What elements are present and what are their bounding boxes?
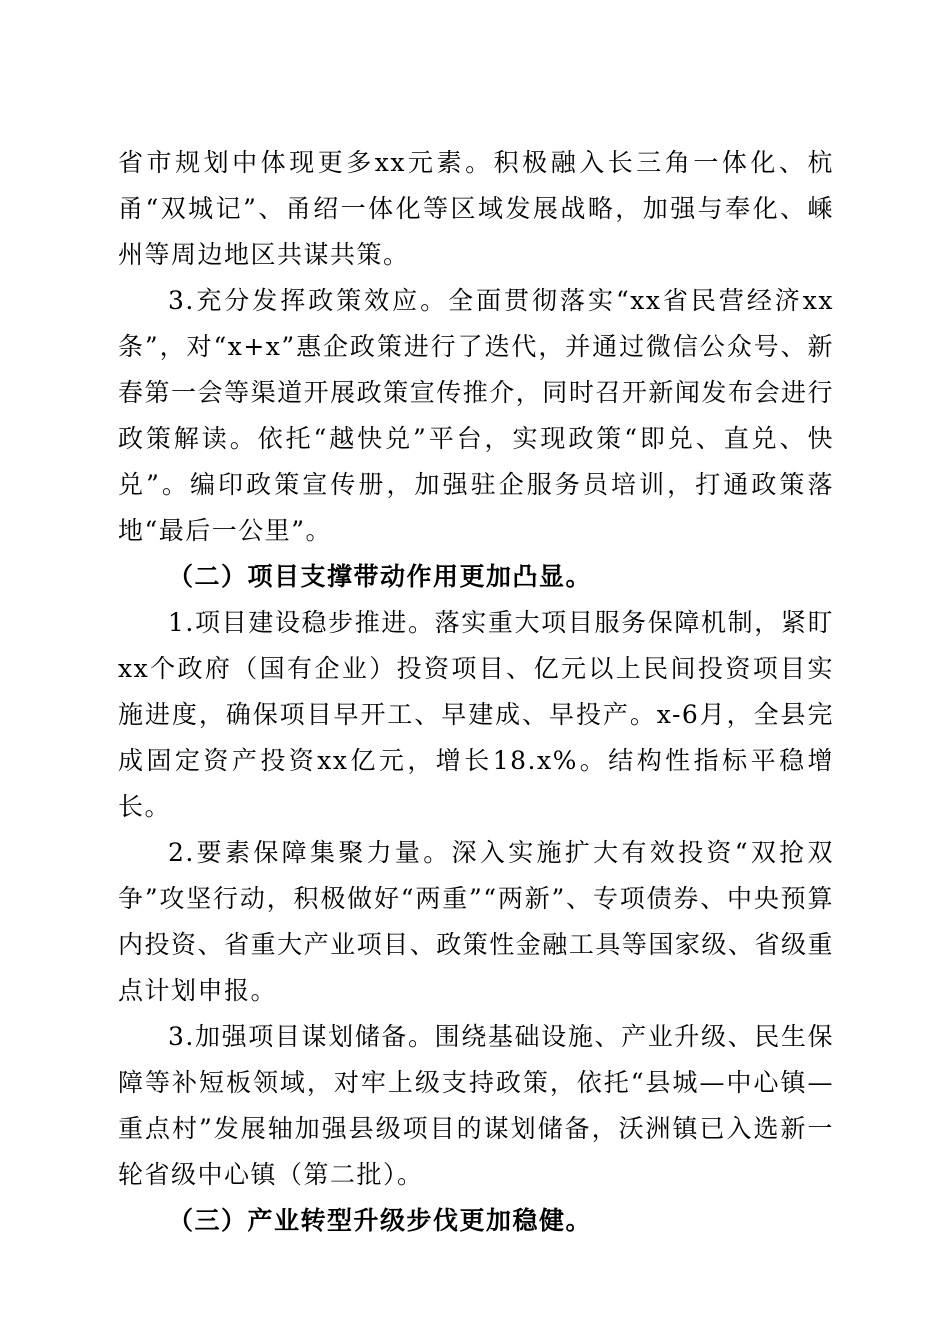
paragraph-factor-guarantee: 2.要素保障集聚力量。深入实施扩大有效投资“双抢双争”攻坚行动，积极做好“两重”“两新”、专项债券、中央预算内投资、省重大产业项目、政策性金融工具等国家级、省级重点计划申报。 <box>118 838 834 1005</box>
paragraph-project-construction: 1.项目建设稳步推进。落实重大项目服务保障机制，紧盯xx个政府（国有企业）投资项目、亿元以上民间投资项目实施进度，确保项目早开工、早建成、早投产。x-6月，全县完成固定资产投资xx亿元，增长18.x%。结构性指标平稳增长。 <box>118 608 834 821</box>
paragraph-continuation: 省市规划中体现更多xx元素。积极融入长三角一体化、杭甬“双城记”、甬绍一体化等区域发展战略，加强与奉化、嵊州等周边地区共谋共策。 <box>118 148 834 269</box>
section-heading-projects: （二）项目支撑带动作用更加凸显。 <box>168 562 593 591</box>
section-heading-industry: （三）产业转型升级步伐更加稳健。 <box>168 1206 593 1235</box>
paragraph-policy-effect: 3.充分发挥政策效应。全面贯彻落实“xx省民营经济xx条”，对“x+x”惠企政策进行了迭代，并通过微信公众号、新春第一会等渠道开展政策宣传推介，同时召开新闻发布会进行政策解读。依托“越快兑”平台，实现政策“即兑、直兑、快兑”。编印政策宣传册，加强驻企服务员培训，打通政策落地“最后一公里”。 <box>118 286 834 545</box>
paragraph-project-planning: 3.加强项目谋划储备。围绕基础设施、产业升级、民生保障等补短板领域，对牢上级支持政策，依托“县城—中心镇—重点村”发展轴加强县级项目的谋划储备，沃洲镇已入选新一轮省级中心镇（第二批）。 <box>118 1022 834 1189</box>
document-body <box>118 140 834 1244</box>
